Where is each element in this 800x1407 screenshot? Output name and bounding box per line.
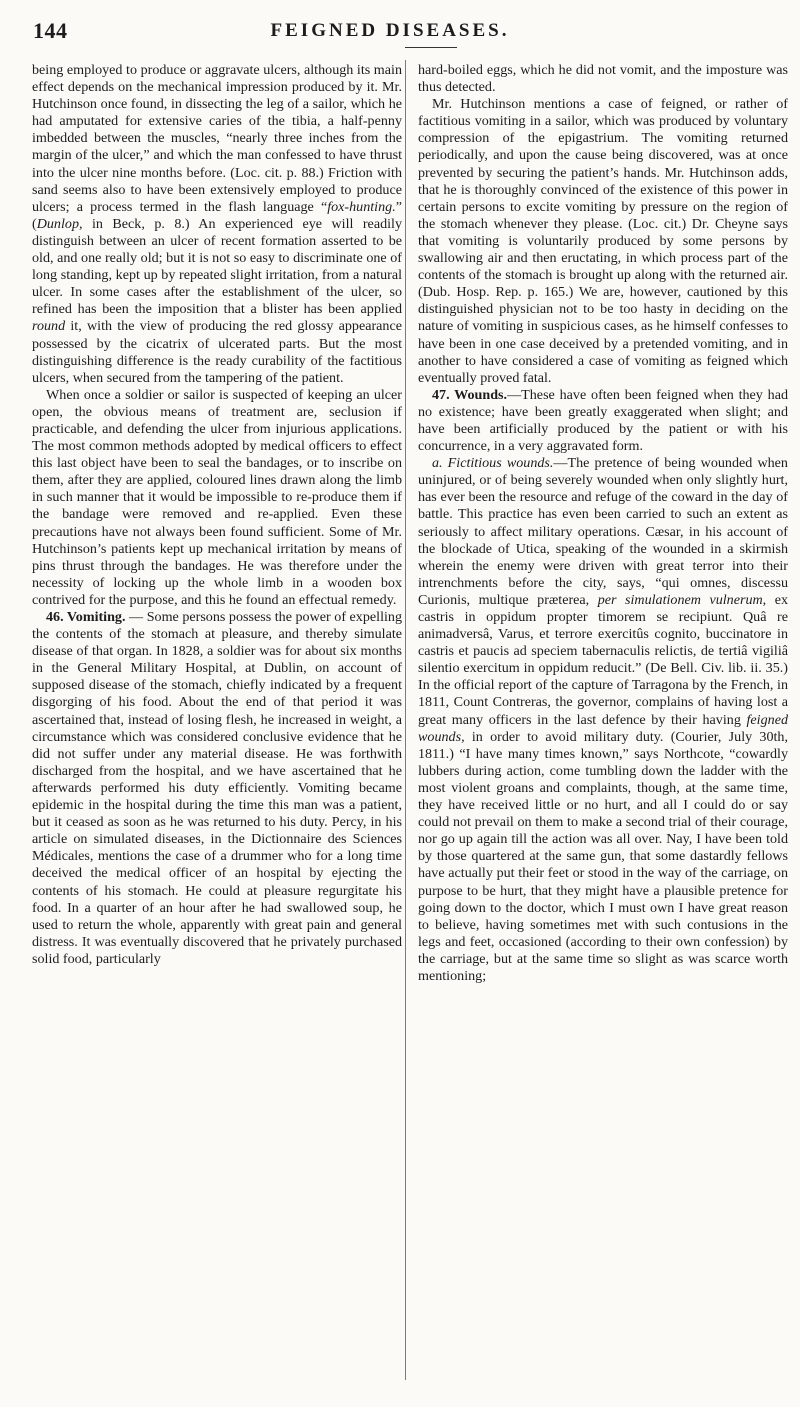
subsection-heading: a. Fictitious wounds.	[432, 455, 554, 472]
column-divider	[405, 60, 406, 1380]
section-heading-vomiting: 46. Vomiting.	[46, 609, 126, 625]
text-run: being employed to produce or aggravate ulcers, although its main effect depends on the mechanical impression produced by it. Mr. Hutchinson once found, in dissecting the leg of a sailor, which he had amputated for extensive caries of the tibia, a half-penny imbedded between the muscles, “nearly three inches from the margin of the ulcer,” and which the man confessed to have thrust into the ulcer nine months before. (Loc. cit. p. 88.) Friction with sand seems also to have been extensively employed to produce ulcers; a process termed in the flash language “	[32, 62, 402, 215]
right-column	[418, 62, 788, 985]
text-run: —These have often been feigned when they had no existence; have been greatly exaggerated when slight; and have been artificially produced by the patient or with his concurrence, in a very aggravated form.	[418, 386, 788, 455]
paragraph	[418, 387, 788, 455]
paragraph	[32, 62, 402, 387]
running-title: FEIGNED DISEASES.	[270, 20, 510, 41]
page-number: 144	[33, 18, 68, 43]
text-run: it, with the view of producing the red glossy appearance possessed by the cicatrix of ulcerated parts. But the most distinguishing difference is the ready curability of the factitious ulcers, when secured from the tampering of the patient.	[32, 318, 402, 386]
paragraph	[418, 455, 788, 985]
page-header	[0, 0, 800, 58]
header-ornament-rule	[405, 47, 457, 48]
italic-term: feigned wounds,	[418, 711, 788, 745]
section-heading-wounds: 47. Wounds.	[432, 386, 508, 403]
text-run: in Beck, p. 8.) An experienced eye will readily distinguish between an ulcer of recent formation asserted to be old, and one really old; but it is not so easy to discriminate one of long standing, kept up by repeated slight irritation, from a natural ulcer. In some cases after the establishment of the ulcer, so refined has been the imposition that a blister has been applied	[32, 215, 402, 318]
paragraph: Mr. Hutchinson mentions a case of feigned, or rather of factitious vomiting in a sailor, which was produced by voluntary compression of the epigastrium. The vomiting returned periodically, and upon the cause being discovered, was at once prevented by securing the patient’s hands. Mr. Hutchinson adds, that he is thoroughly convinced of the existence of this power in certain persons to excite vomiting by pressure on the region of the stomach whenever they please. (Loc. cit.) Dr. Cheyne says that vomiting is voluntarily produced by some persons by swallowing air and then eructating, in which process part of the contents of the stomach is brought up along with the returned air. (Dub. Hosp. Rep. p. 165.) We are, however, cautioned by this distinguished physician not to be too hasty in deciding on the nature of vomiting in suspicious cases, as he himself confesses to have been in one case deceived by a pretended vomiting, and in another to have considered a case of vomiting as feigned which eventually proved fatal.	[418, 96, 788, 386]
paragraph: hard-boiled eggs, which he did not vomit, and the imposture was thus detected.	[418, 62, 788, 96]
left-column	[32, 62, 402, 968]
text-run: ex castris in oppidum propter timorem se recipiunt. Quâ re animadversâ, Varus, et terrore exercitûs cognito, buccinatore in castris et paucis ad speciem tabernaculis relictis, de tertiâ vigiliâ silentio exercitum in oppidum reducit.” (De Bell. Civ. lib. ii. 35.) In the official report of the capture of Tarragona by the French, in 1811, Count Contreras, the governor, complains of having lost a great many officers in the last defence by their having	[418, 591, 789, 728]
text-run: — Some persons possess the power of expelling the contents of the stomach at pleasure, and thereby simulate disease of that organ. In 1828, a soldier was for about six months in the General Military Hospital, at Dublin, on account of supposed disease of the stomach, chiefly indicated by a frequent disgorging of his food. About the end of that period it was ascertained that, instead of losing flesh, he increased in weight, a circumstance which was considered conclusive evidence that he did not suffer under any material disease. He was forthwith discharged from the hospital, and we have ascertained that he afterwards performed his duty efficiently. Vomiting became epidemic in the hospital during the time this man was a patient, but it ceased as soon as he was returned to his duty. Percy, in his article on simulated diseases, in the Dictionnaire des Sciences Médicales, mentions the case of a drummer who for a long time deceived the medical officer of an hospital by ejecting the contents of his stomach. He could at pleasure regurgitate his food. In a quarter of an hour after he had swallowed soup, he used to return the whole, apparently with great pain and general distress. It was eventually discovered that he privately purchased solid food, particularly	[32, 609, 402, 967]
paragraph: When once a soldier or sailor is suspected of keeping an ulcer open, the obvious means of treatment are, seclusion if practicable, and defending the ulcer from injurious applications. The most common methods adopted by medical officers to effect this last object have been to seal the bandages, or to inscribe on them, after they are applied, coloured lines drawn along the limb in such manner that it would be impossible to re-produce them if the bandage were removed and re-applied. Even these precautions have not always been found sufficient. Some of Mr. Hutchinson’s patients kept up mechanical irritation by means of pins thrust through the bandages. He was therefore under the necessity of locking up the whole limb in a wooden box contrived for the purpose, and this he found an effectual remedy.	[32, 386, 402, 608]
italic-term: round	[32, 318, 66, 335]
italic-quote: per simulationem vulnerum,	[597, 591, 767, 608]
italic-citation: Dunlop,	[36, 215, 83, 232]
paragraph	[32, 609, 402, 968]
text-run: in order to avoid military duty. (Courier, July 30th, 1811.) “I have many times known,” says Northcote, “cowardly lubbers during action, come tumbling down the ladder with the most violent groans and complaints, though, at the same time, they have received little or no hurt, and all I could do or say could not prevail on them to make a second trial of their courage, nor go up again till the action was all over. Nay, I have been told by those quartered at the same gun, that some dastardly fellows have actually put their feet or stood in the way of the carriage, on purpose to be hurt, that they might have a plausible pretence for going down to the doctor, which I must own I have great reason to believe, having sometimes met with such contusions in the legs and feet, occasioned (according to their own confession) by the carriage, but at the same time so slight as was scarce worth mentioning;	[418, 728, 788, 984]
text-run: —The pretence of being wounded when uninjured, or of being severely wounded when only slightly hurt, has ever been the resource and refuge of the coward in the day of battle. This practice has even been carried to such an extent as seriously to affect military operations. Cæsar, in his account of the blockade of Utica, speaking of the wounded in a skirmish wherein the enemy were driven with great terror into their intrenchments before the city, says, “qui omnes, discessu Curionis, multique præterea,	[418, 455, 788, 608]
italic-term: fox-hunting.	[327, 198, 396, 215]
text-run: ” (	[32, 198, 402, 232]
